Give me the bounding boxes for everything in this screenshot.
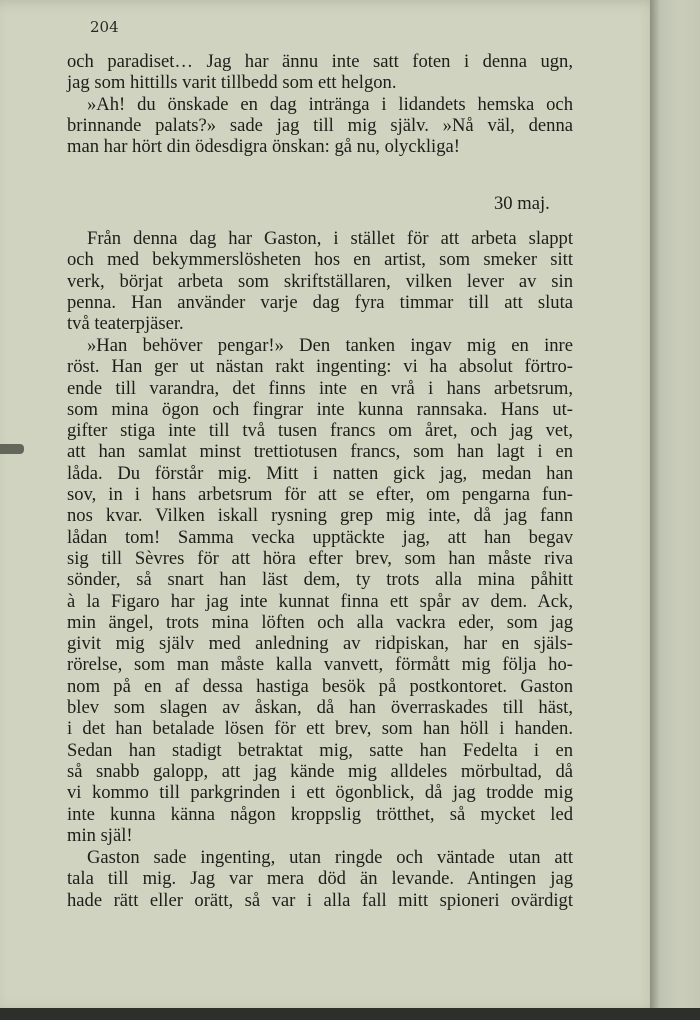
- text-line: tala till mig. Jag var mera död än levande. Antingen jag: [67, 868, 573, 890]
- text-line: som mina ögon och fingrar inte kunna rannsaka. Hans ut-: [67, 398, 573, 420]
- text-line: verk, börjat arbeta som skriftställaren, vilken lever av sin: [67, 270, 573, 292]
- text-line: à la Figaro har jag inte kunnat finna ett spår av dem. Ack,: [67, 590, 573, 612]
- text-line: nom på en af dessa hastiga besök på postkontoret. Gaston: [67, 675, 573, 697]
- text-line: vi kommo till parkgrinden i ett ögonblick, då jag trodde mig: [67, 782, 573, 804]
- text-line: sov, in i hans arbetsrum för att se efter, om pengarna fun-: [67, 484, 573, 506]
- text-line: min själ!: [67, 824, 133, 846]
- paragraph-4: [67, 335, 573, 846]
- text-line: hade rätt eller orätt, så var i alla fall mitt spioneri ovärdigt: [67, 889, 573, 911]
- text-line: penna. Han använder varje dag fyra timmar till att sluta: [67, 291, 573, 313]
- page-number: 204: [90, 18, 119, 36]
- text-line: min ängel, trots mina löften och alla vackra eder, som jag: [67, 611, 573, 633]
- text-line: så snabb galopp, att jag kände mig alldeles mörbultad, då: [67, 760, 573, 782]
- text-line: och med bekymmerslösheten hos en artist, som smeker sitt: [67, 249, 573, 271]
- text-line: nos kvar. Vilken iskall rysning grep mig inte, då jag fann: [67, 505, 573, 527]
- text-line: rörelse, som man måste kalla vanvett, förmått mig följa ho-: [67, 654, 573, 676]
- text-line: blev som slagen av åskan, då han överraskades till häst,: [67, 697, 573, 719]
- text-line: inte kunna känna någon kroppslig trötthet, så mycket led: [67, 803, 573, 825]
- page-marker: [0, 444, 24, 454]
- text-line: jag som hittills varit tillbedd som ett helgon.: [67, 72, 397, 94]
- text-line: brinnande palats?» sade jag till mig själv. »Nå väl, denna: [67, 114, 573, 136]
- paragraph-1: [67, 51, 573, 94]
- adjacent-page-edge: [650, 0, 700, 1012]
- paragraph-2: [67, 94, 573, 158]
- text-line: ende till varandra, det finns inte en vrå i hans arbetsrum,: [67, 377, 573, 399]
- text-line: två teaterpjäser.: [67, 313, 184, 335]
- text-line: sig till Sèvres för att höra efter brev, som han måste riva: [67, 547, 573, 569]
- text-block-top: [67, 51, 573, 157]
- text-line: Sedan han stadigt betraktat mig, satte han Fedelta i en: [67, 739, 573, 761]
- paragraph-3: [67, 228, 573, 334]
- text-line: »Ah! du önskade en dag intränga i lidandets hemska och: [87, 93, 573, 115]
- text-line: i det han betalade lösen för ett brev, som han höll i handen.: [67, 718, 573, 740]
- text-line: röst. Han ger ut nästan rakt ingenting: vi ha absolut förtro-: [67, 356, 573, 378]
- text-line: »Han behöver pengar!» Den tanken ingav mig en inre: [87, 335, 573, 356]
- text-line: och paradiset… Jag har ännu inte satt foten i denna ugn,: [67, 51, 573, 72]
- text-line: låda. Du förstår mig. Mitt i natten gick jag, medan han: [67, 462, 573, 484]
- scan-bottom-edge: [0, 1008, 700, 1020]
- text-line: att han samlat minst trettiotusen francs, som han lagt i en: [67, 441, 573, 463]
- text-line: man har hört din ödesdigra önskan: gå nu, olyckliga!: [67, 136, 460, 158]
- text-line: lådan tom! Samma vecka upptäckte jag, att han begav: [67, 526, 573, 548]
- text-line: givit mig själv med anledning av ridpiskan, har en själs-: [67, 633, 573, 655]
- date-heading: 30 maj.: [494, 193, 550, 214]
- paragraph-5: [67, 847, 573, 911]
- text-line: sönder, så snart han läst dem, ty trots alla mina påhitt: [67, 569, 573, 591]
- text-line: gifter stiga inte till två tusen francs om året, och jag vet,: [67, 420, 573, 442]
- text-line: Från denna dag har Gaston, i stället för att arbeta slappt: [87, 228, 573, 249]
- text-line: Gaston sade ingenting, utan ringde och väntade utan att: [87, 847, 573, 868]
